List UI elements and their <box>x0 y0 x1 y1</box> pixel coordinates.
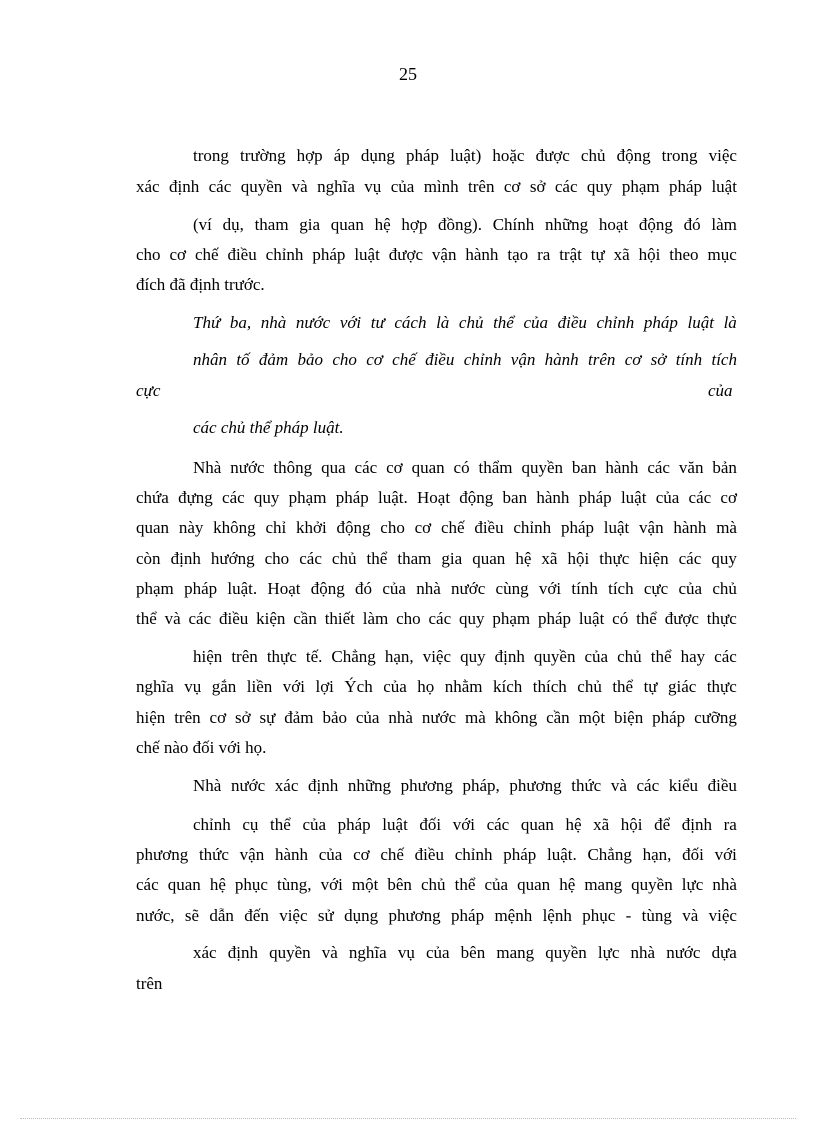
text-line: chế nào đối với họ. <box>136 738 267 757</box>
text-line: đích đã định trước. <box>136 275 265 294</box>
text-line: hiện trên cơ sở sự đảm bảo của nhà nước mà không cần một biện pháp cưỡng <box>136 708 737 727</box>
text-line: Nhà nước xác định những phương pháp, phương thức và các kiểu điều <box>193 776 737 795</box>
italic-line: Thứ ba, nhà nước với tư cách là chủ thể của điều chỉnh pháp luật là <box>193 313 737 332</box>
text-line: chỉnh cụ thể của pháp luật đối với các quan hệ xã hội để định ra <box>193 815 737 834</box>
text-line: xác định các quyền và nghĩa vụ của mình trên cơ sở các quy phạm pháp luật <box>136 177 737 196</box>
italic-line: nhân tố đảm bảo cho cơ chế điều chỉnh vận hành trên cơ sở tính tích <box>193 350 737 369</box>
text-line: xác định quyền và nghĩa vụ của bên mang quyền lực nhà nước dựa <box>193 943 737 962</box>
text-line: hiện trên thực tế. Chẳng hạn, việc quy định quyền của chủ thể hay các <box>193 647 737 666</box>
text-line: nghĩa vụ gắn liền với lợi Ých của họ nhằm kích thích chủ thể tự giác thực <box>136 677 737 696</box>
text-line: thể và các điều kiện cần thiết làm cho các quy phạm pháp luật có thể được thực <box>136 609 737 628</box>
text-line: Nhà nước thông qua các cơ quan có thẩm quyền ban hành các văn bản <box>193 458 737 477</box>
text-line: (ví dụ, tham gia quan hệ hợp đồng). Chính những hoạt động đó làm <box>193 215 737 234</box>
page-bottom-divider <box>20 1118 796 1119</box>
text-line: cho cơ chế điều chỉnh pháp luật được vận hành tạo ra trật tự xã hội theo mục <box>136 245 737 264</box>
text-line: còn định hướng cho các chủ thể tham gia quan hệ xã hội thực hiện các quy <box>136 549 737 568</box>
text-line: trong trường hợp áp dụng pháp luật) hoặc được chủ động trong việc <box>193 146 737 165</box>
text-line: trên <box>136 974 163 993</box>
text-line: phạm pháp luật. Hoạt động đó của nhà nước cùng với tính tích cực của chủ <box>136 579 737 598</box>
italic-line: cực <box>136 381 161 400</box>
text-line: chứa đựng các quy phạm pháp luật. Hoạt động ban hành pháp luật của các cơ <box>136 488 737 507</box>
text-line: quan này không chỉ khởi động cho cơ chế điều chỉnh pháp luật vận hành mà <box>136 518 737 537</box>
text-line: các quan hệ phục tùng, với một bên chủ thể của quan hệ mang quyền lực nhà <box>136 875 737 894</box>
text-line: phương thức vận hành của cơ chế điều chỉnh pháp luật. Chẳng hạn, đối với <box>136 845 737 864</box>
italic-line: của <box>708 381 733 400</box>
page-number: 25 <box>399 64 417 84</box>
text-line: nước, sẽ dẫn đến việc sử dụng phương pháp mệnh lệnh phục - tùng và việc <box>136 906 737 925</box>
italic-line: các chủ thể pháp luật. <box>193 418 344 437</box>
